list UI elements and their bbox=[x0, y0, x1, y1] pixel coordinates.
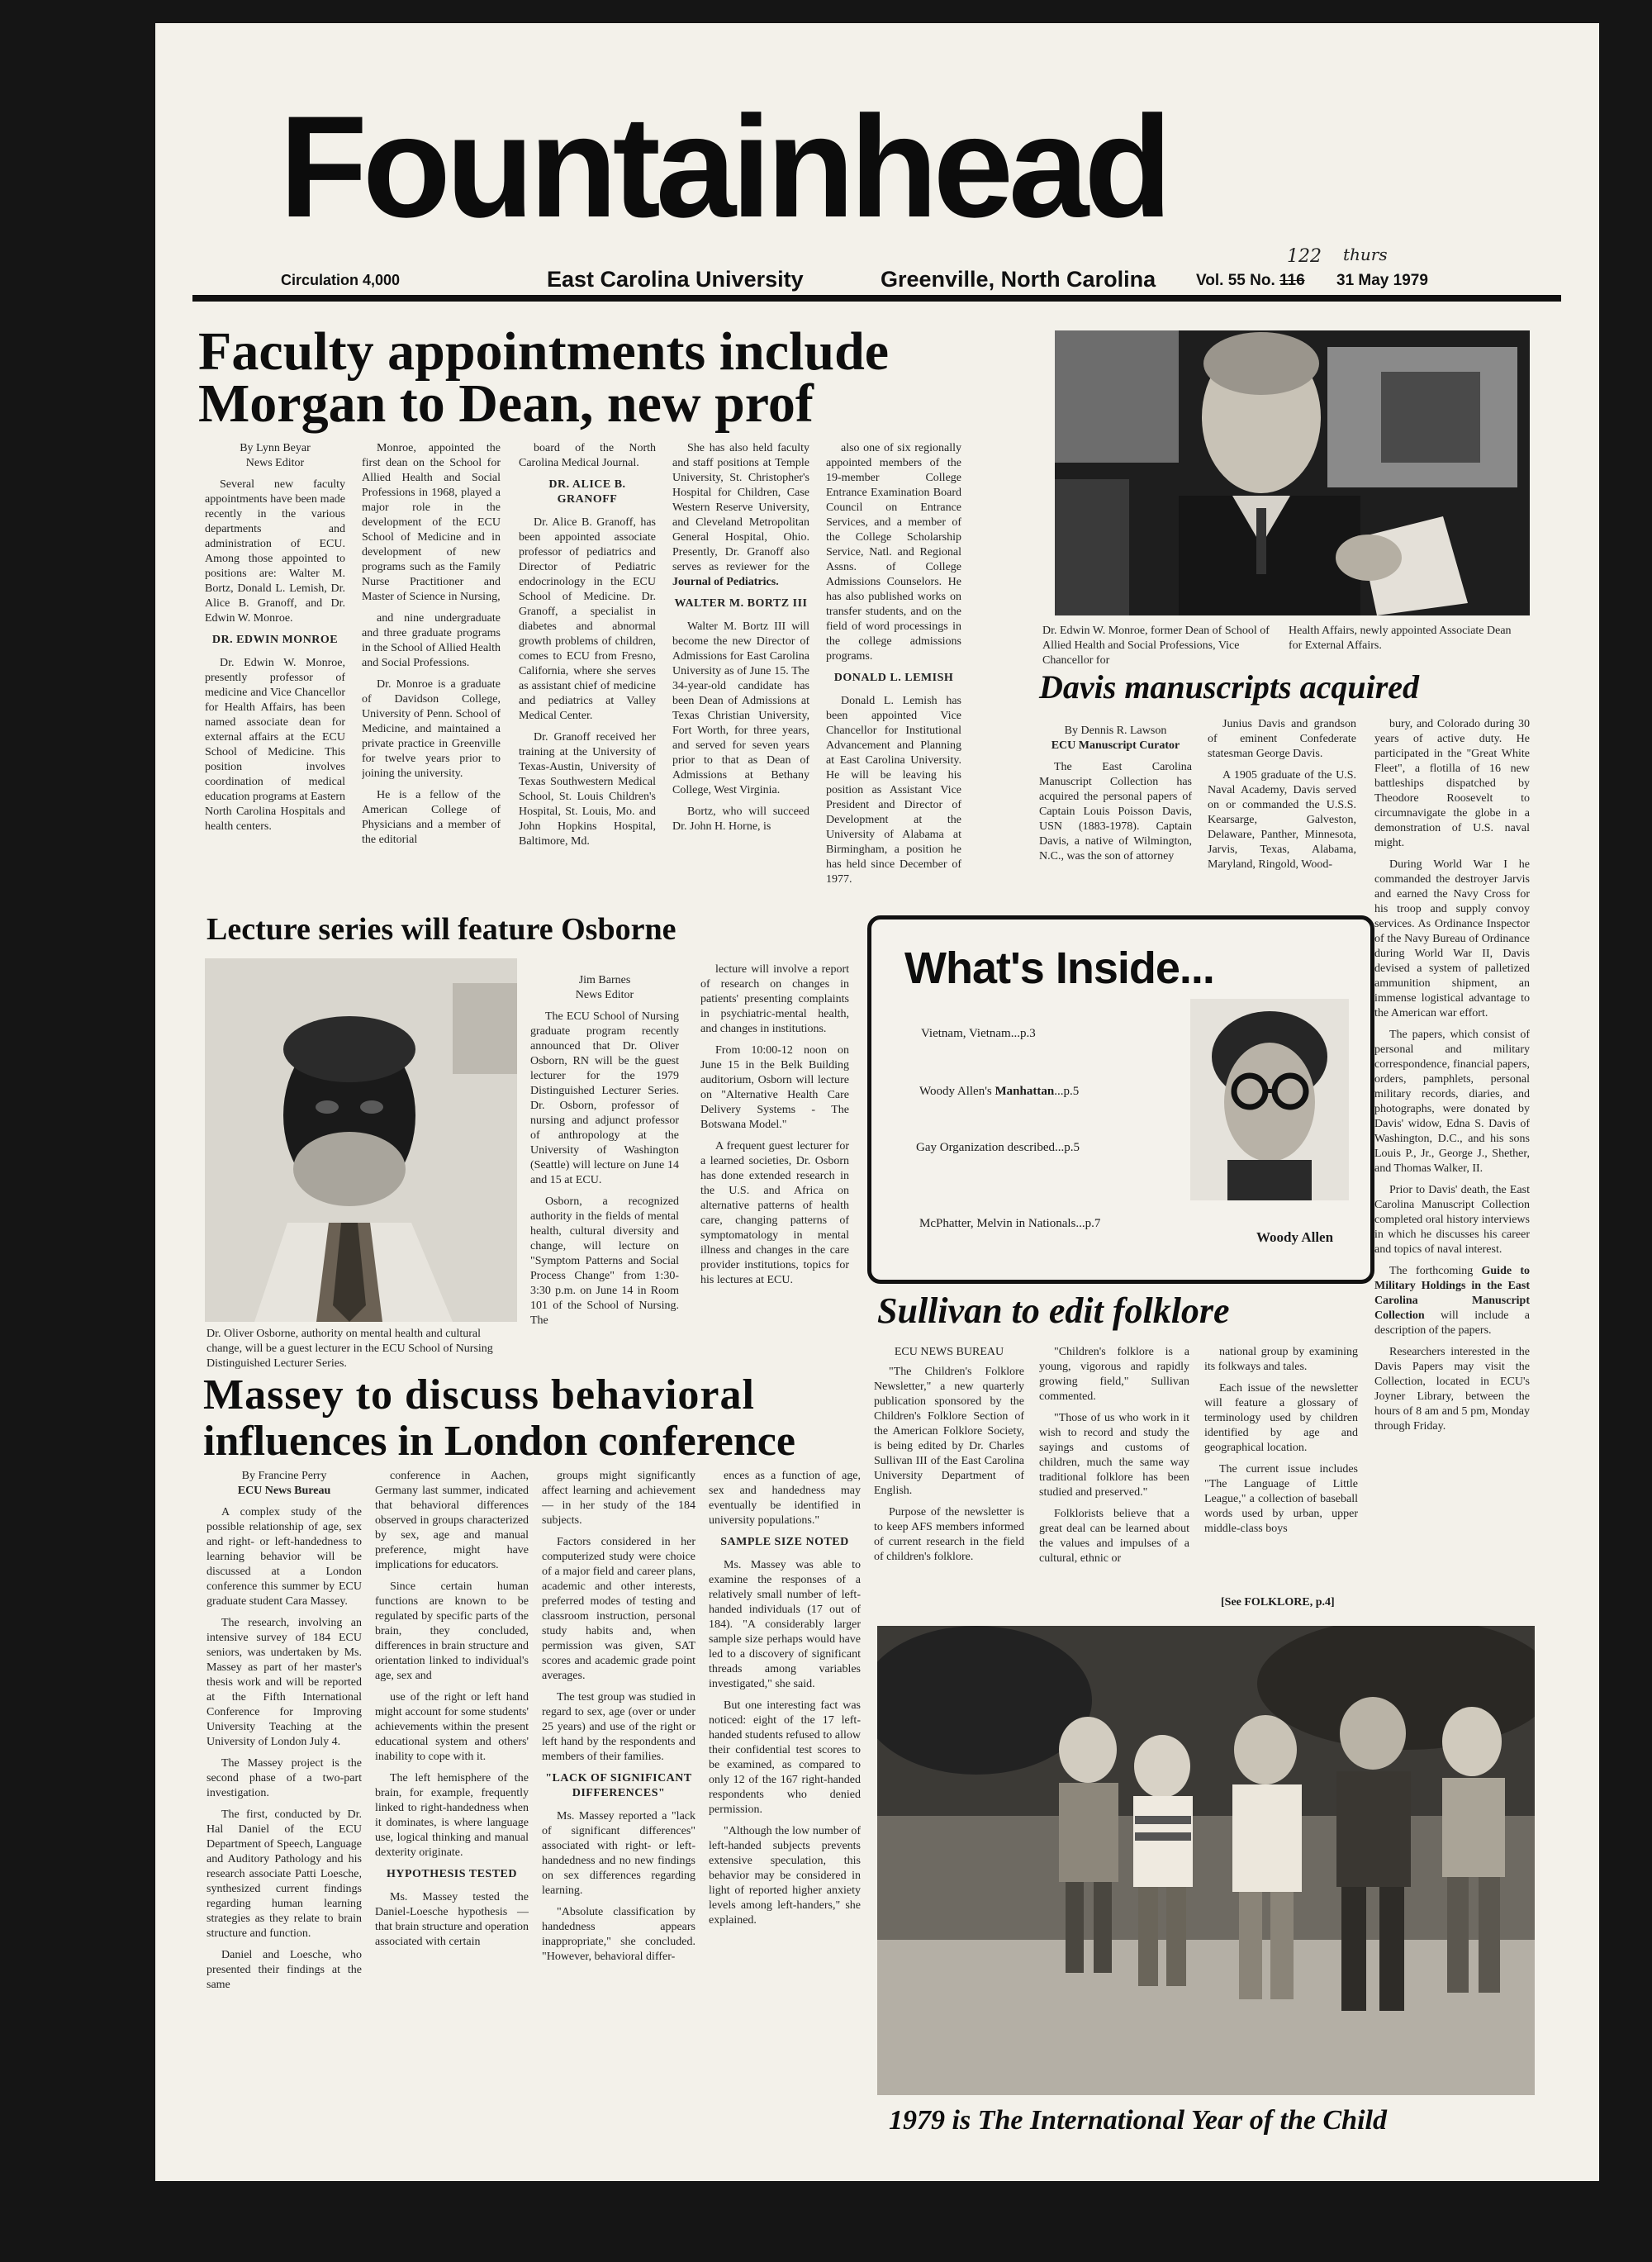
massey-paragraph: The Massey project is the second phase of a two-part investigation. bbox=[206, 1757, 362, 1799]
sullivan-paragraph: "Children's folklore is a young, vigorous and rapidly growing field," Sullivan commented. bbox=[1039, 1346, 1189, 1403]
faculty-paragraph: Bortz, who will succeed Dr. John H. Horne, is bbox=[672, 805, 809, 833]
sullivan-paragraph: national group by examining its folkways and tales. bbox=[1204, 1346, 1358, 1373]
massey-column-1 bbox=[206, 1469, 362, 2095]
sullivan-column-2 bbox=[1039, 1345, 1189, 1616]
massey-byline-title: ECU News Bureau bbox=[237, 1485, 331, 1497]
osborne-photo bbox=[205, 958, 517, 1322]
davis-text: will include a description of the papers. bbox=[1374, 1309, 1530, 1337]
inside-item-text: Woody Allen's bbox=[919, 1085, 992, 1098]
sullivan-paragraph: "The Children's Folklore Newsletter," a new quarterly publication sponsored by the Children's Folklore Section of the American Folklore Society, is being edited by Dr. Charles Sullivan III of the East Carolina University Department of English. bbox=[874, 1366, 1024, 1497]
davis-text: The forthcoming bbox=[1389, 1265, 1474, 1277]
masthead-title: Fountainhead bbox=[279, 87, 1168, 248]
whats-inside-box bbox=[867, 915, 1374, 1284]
university-name: East Carolina University bbox=[547, 267, 804, 292]
massey-paragraph: Ms. Massey reported a "lack of significant differences" associated with right- or left-handedness and no new findings on sex differences regarding learning. bbox=[542, 1810, 695, 1897]
davis-paragraph: Junius Davis and grandson of eminent Confederate statesman George Davis. bbox=[1208, 718, 1356, 760]
sullivan-paragraph: "Those of us who work in it wish to record and study the sayings and customs of children, much the same way traditional folklore has been studied and preserved." bbox=[1039, 1412, 1189, 1499]
inside-item-manhattan[interactable] bbox=[919, 1085, 1079, 1099]
lecture-headline: Lecture series will feature Osborne bbox=[206, 912, 676, 947]
davis-paragraph: The East Carolina Manuscript Collection has acquired the personal papers of Captain Louis Poisson Davis, USN (1883-1978). Captain Davis, a native of Wilmington, N.C., was the son of attorney bbox=[1039, 761, 1192, 863]
inside-item-vietnam[interactable]: Vietnam, Vietnam...p.3 bbox=[921, 1027, 1036, 1040]
faculty-byline: By Lynn Beyar bbox=[240, 442, 311, 454]
sullivan-byline: ECU NEWS BUREAU bbox=[894, 1346, 1004, 1358]
davis-paragraph: Prior to Davis' death, the East Carolina Manuscript Collection completed oral history interviews in which he discusses his career and topics of naval interest. bbox=[1374, 1184, 1530, 1256]
sullivan-column-1 bbox=[874, 1345, 1024, 1616]
inside-item-gay-organization[interactable]: Gay Organization described...p.5 bbox=[916, 1141, 1080, 1154]
faculty-paragraph: Dr. Monroe is a graduate of Davidson College, University of Penn. School of Medicine, and maintained a private practice in Greenville for twelve years prior to joining the university. bbox=[362, 678, 501, 780]
faculty-headline-2: Morgan to Dean, new prof bbox=[198, 373, 814, 434]
inside-item-mcphatter[interactable]: McPhatter, Melvin in Nationals...p.7 bbox=[919, 1217, 1101, 1230]
guide-title: Guide to Military Holdings in the East Carolina Manuscript Collection bbox=[1374, 1265, 1530, 1322]
subhead-bortz: WALTER M. BORTZ III bbox=[674, 597, 808, 610]
faculty-paragraph: Dr. Granoff received her training at the University of Texas-Austin, University of Texas Southwestern Medical School, St. Louis Children's Hospital, St. Louis, Mo. and John Hopkins Hospital, Baltimore, Md. bbox=[519, 731, 656, 848]
massey-paragraph: Ms. Massey was able to examine the responses of a relatively small number of left-handed individuals (17 out of 184). "A considerably larger sample size perhaps would have led to a discovery of significant threads among variables investigated," she said. bbox=[709, 1559, 861, 1690]
subhead-lemish: DONALD L. LEMISH bbox=[833, 672, 954, 684]
massey-paragraph: conference in Aachen, Germany last summer, indicated that behavioral differences observed in groups characterized by sex, age and manual preference, might have implications for educators. bbox=[375, 1470, 529, 1571]
davis-paragraph: bury, and Colorado during 30 years of active duty. He participated in the "Great White Fleet", a flotilla of 16 new battleships dispatched by Theodore Roosevelt to circumnavigate the globe in a demonstration of U.S. naval might. bbox=[1374, 718, 1530, 849]
sullivan-paragraph: Folklorists believe that a great deal can be learned about the values and impulses of a cultural, ethnic or bbox=[1039, 1508, 1189, 1565]
faculty-column-5 bbox=[826, 441, 961, 904]
lecture-paragraph: From 10:00-12 noon on June 15 in the Belk Building auditorium, Osborn will lecture on "Alternative Health Care Delivery Systems - The Botswana Model." bbox=[700, 1044, 849, 1131]
faculty-paragraph: board of the North Carolina Medical Journal. bbox=[519, 442, 656, 469]
inside-item-bold: Manhattan bbox=[995, 1085, 1055, 1098]
subhead-hypothesis: HYPOTHESIS TESTED bbox=[386, 1868, 518, 1880]
faculty-paragraph-text: She has also held faculty and staff positions at Temple University, St. Christopher's Hospital for Children, Case Western Reserve University, and Cleveland Metropolitan General Hospital, Ohio. Presently, Dr. Granoff also serves as reviewer for the bbox=[672, 442, 809, 573]
davis-paragraph: During World War I he commanded the destroyer Jarvis and earned the Navy Cross for his troop and supply convoy services. As Ordinance Inspector of the Navy Bureau of Ordinance during World War II, Davis devised a system of palletized ammunition shipment, an immense logistical advantage to the American war effort. bbox=[1374, 858, 1530, 1019]
monroe-photo-image bbox=[1055, 330, 1530, 615]
sullivan-headline: Sullivan to edit folklore bbox=[877, 1290, 1230, 1331]
faculty-paragraph: He is a fellow of the American College of Physicians and a member of the editorial bbox=[362, 789, 501, 846]
lecture-paragraph: The ECU School of Nursing graduate program recently announced that Dr. Oliver Osborn, RN will be the guest lecturer for the 1979 Distinguished Lecturer Series. Dr. Osborn, professor of nursing and adjunct professor of anthropology at the University of Washington (Seattle) will lecture on June 14 and 15 at ECU. bbox=[530, 1010, 679, 1186]
lecture-byline: Jim Barnes bbox=[578, 974, 631, 986]
subhead-granoff: DR. ALICE B. GRANOFF bbox=[548, 478, 626, 506]
davis-byline: By Dennis R. Lawson bbox=[1064, 725, 1167, 737]
woody-allen-photo bbox=[1190, 999, 1349, 1200]
davis-paragraph: Researchers interested in the Davis Papers may visit the Collection, located in ECU's Joyner Library, between the hours of 8 am and 5 pm, Monday through Friday. bbox=[1374, 1346, 1530, 1433]
faculty-paragraph: also one of six regionally appointed members of the 19-member College Entrance Examination Board Council on Entrance Services, and a member of the College Scholarship Service, Natl. and Regional Assns. of College Admissions Counselors. He has also published works on transfer students, and on the field of word processings in the college admissions programs. bbox=[826, 442, 961, 663]
massey-paragraph: The left hemisphere of the brain, for example, frequently linked to right-handedness when it dominates, is where language use, logical thinking and manual dexterity originate. bbox=[375, 1772, 529, 1859]
sullivan-column-3 bbox=[1204, 1345, 1358, 1593]
massey-paragraph: The research, involving an intensive survey of 184 ECU seniors, was undertaken by Ms. Massey as part of her master's thesis work and will be reported at the Fifth International Conference for Improving University Teaching at the University of London July 4. bbox=[206, 1617, 362, 1748]
subhead-monroe: DR. EDWIN MONROE bbox=[211, 634, 339, 646]
massey-column-3 bbox=[542, 1469, 695, 2095]
massey-headline-1: Massey to discuss behavioral bbox=[203, 1371, 755, 1419]
lecture-column-1 bbox=[530, 973, 679, 1368]
massey-headline-2: influences in London conference bbox=[203, 1418, 795, 1465]
circulation: Circulation 4,000 bbox=[281, 272, 401, 288]
davis-paragraph: A 1905 graduate of the U.S. Naval Academy, Davis served on or commanded the U.S.S. Kearsarge, Galveston, Delaware, Panther, Minnesota, Jarvis, Texas, Alabama, Maryland, Ringold, Wood- bbox=[1208, 769, 1356, 871]
issue-crossed: 116 bbox=[1279, 272, 1305, 289]
massey-paragraph: "Although the low number of left-handed subjects prevents extensive speculation, this behavior may be considered in light of reported higher anxiety levels among left-handers," she explained. bbox=[709, 1825, 861, 1927]
lecture-byline-title: News Editor bbox=[575, 989, 634, 1001]
children-photo-caption: 1979 is The International Year of the Child bbox=[889, 2105, 1387, 2136]
monroe-caption-2: Health Affairs, newly appointed Associate Dean for External Affairs. bbox=[1289, 625, 1512, 652]
davis-paragraph: The papers, which consist of personal and military correspondence, financial papers, orders, pamphlets, personal military records, diaries, and photographs, were donated by Davis' widow, Edna S. Davis of Washington, D.C., and his sons Louis P., Jr., George J., Shether, and Thomas Walker, II. bbox=[1374, 1029, 1530, 1175]
faculty-column-4 bbox=[672, 441, 809, 904]
masthead-rule bbox=[192, 295, 1561, 302]
osborne-photo-image bbox=[205, 958, 517, 1322]
monroe-caption-1: Dr. Edwin W. Monroe, former Dean of School of Allied Health and Social Professions, Vice Chancellor for bbox=[1042, 625, 1270, 667]
sullivan-paragraph: Purpose of the newsletter is to keep AFS members informed of current research in the field of children's folklore. bbox=[874, 1506, 1024, 1563]
massey-paragraph: The first, conducted by Dr. Hal Daniel of the ECU Department of Speech, Language and Auditory Pathology and his research associate Patti Loesche, synthesized current findings regarding human learning strategies as they relate to brain structure and function. bbox=[206, 1808, 362, 1940]
massey-paragraph: The test group was studied in regard to sex, age (over or under 25 years) and use of the right or left hand by the respondents and members of their families. bbox=[542, 1691, 695, 1763]
woody-allen-caption: Woody Allen bbox=[1256, 1229, 1334, 1245]
handwritten-issue: 122 bbox=[1287, 246, 1322, 267]
faculty-paragraph: Walter M. Bortz III will become the new Director of Admissions for East Carolina University as of June 15. The 34-year-old candidate has been Dean of Admissions at Texas Christian University, Fort Worth, for three years, and served for seven years prior to that as Dean of Admissions at Bethany College, West Virginia. bbox=[672, 620, 809, 796]
faculty-column-2 bbox=[362, 441, 501, 904]
faculty-column-1 bbox=[205, 441, 345, 904]
lecture-paragraph: A frequent guest lecturer for a learned societies, Dr. Osborn has done extended research in the U.S. and Africa on alternative patterns of health care, changing patterns of symptomatology in mental illness and changes in the care provider institutions, topics for his lectures at ECU. bbox=[700, 1140, 849, 1286]
davis-byline-title: ECU Manuscript Curator bbox=[1051, 739, 1180, 752]
issue-date: 31 May 1979 bbox=[1336, 272, 1428, 289]
journal-name: Journal of Pediatrics. bbox=[672, 576, 779, 588]
davis-column-1 bbox=[1039, 724, 1192, 905]
whats-inside-title: What's Inside... bbox=[904, 943, 1214, 993]
massey-byline: By Francine Perry bbox=[241, 1470, 327, 1482]
subhead-sample-size: SAMPLE SIZE NOTED bbox=[720, 1536, 849, 1548]
faculty-paragraph bbox=[672, 441, 809, 590]
woody-allen-photo-image bbox=[1190, 999, 1349, 1200]
inside-item-page: ...p.5 bbox=[1054, 1085, 1080, 1098]
lecture-column-2 bbox=[700, 962, 849, 1367]
faculty-paragraph: Donald L. Lemish has been appointed Vice Chancellor for Institutional Advancement and Planning at East Carolina University. He will be leaving his position as Assistant Vice President and Director of Development at the University of Alabama at Birmingham, a position he has held since December of 1977. bbox=[826, 695, 961, 886]
faculty-headline-1: Faculty appointments include bbox=[198, 321, 890, 382]
faculty-paragraph: Dr. Alice B. Granoff, has been appointed associate professor of pediatrics and Director of Pediatric endocrinology in the ECU School of Medicine. Dr. Granoff, a specialist in diabetes and abnormal growth problems of children, comes to ECU from Fresno, California, where she serves as assistant chief of medicine and pediatrics at Valley Medical Center. bbox=[519, 516, 656, 722]
faculty-paragraph: Several new faculty appointments have been made recently in the various departments and administration of ECU. Among those appointed to positions are: Walter M. Bortz, Donald L. Lemish, Dr. Alice B. Granoff, and Dr. Edwin W. Monroe. bbox=[205, 478, 345, 625]
faculty-column-3 bbox=[519, 441, 656, 904]
lecture-paragraph: lecture will involve a report of research on changes in patients' presenting complaints in psychiatric-mental health, and changes in institutions. bbox=[700, 963, 849, 1035]
massey-paragraph: Since certain human functions are known to be regulated by specific parts of the brain, they concluded, differences in brain structure and orientation linked to individual's age, sex and bbox=[375, 1580, 529, 1682]
faculty-paragraph: Monroe, appointed the first dean on the School for Allied Health and Social Professions in 1968, played a major role in the development of the ECU School of Medicine and in development of new programs such as the Family Nurse Practitioner and Master of Science in Nursing, bbox=[362, 442, 501, 603]
massey-paragraph: ences as a function of age, sex and handedness may eventually be identified in university populations." bbox=[709, 1470, 861, 1527]
lecture-paragraph: Osborn, a recognized authority in the fields of mental health, cultural diversity and change, will lecture on "Symptom Patterns and Social Process Change" from 1:30-3:30 p.m. on June 14 in Room 101 of the School of Nursing. The bbox=[530, 1195, 679, 1327]
massey-column-4 bbox=[709, 1469, 861, 2095]
massey-paragraph: Ms. Massey tested the Daniel-Loesche hypothesis — that brain structure and operation associated with certain bbox=[375, 1891, 529, 1948]
handwritten-day: thurs bbox=[1343, 245, 1388, 264]
massey-paragraph: use of the right or left hand might account for some students' achievements within the present educational system and others' inability to cope with it. bbox=[375, 1691, 529, 1763]
davis-paragraph bbox=[1374, 1264, 1530, 1338]
faculty-paragraph: Dr. Edwin W. Monroe, presently professor of medicine and Vice Chancellor for Health Affairs, has been named associate dean for external affairs at the ECU School of Medicine. This position involves coordination of medical education programs at Eastern North Carolina Hospitals and health centers. bbox=[205, 657, 345, 833]
massey-paragraph: A complex study of the possible relationship of age, sex and right- or left-handedness to learning behavior will be discussed at a London conference this summer by ECU graduate student Cara Massey. bbox=[206, 1506, 362, 1608]
sullivan-paragraph: The current issue includes "The Language of Little League," a collection of baseball words used by urban, upper middle-class boys bbox=[1204, 1463, 1358, 1535]
massey-paragraph: But one interesting fact was noticed: eight of the 17 left-handed students refused to allow their confidential test scores to be examined, as compared to only 12 of the 167 right-handed respondents who denied permission. bbox=[709, 1699, 861, 1816]
issue-number bbox=[1196, 273, 1305, 288]
faculty-byline-title: News Editor bbox=[245, 457, 305, 469]
folklore-jump-link[interactable]: [See FOLKLORE, p.4] bbox=[1221, 1596, 1335, 1609]
davis-column-2 bbox=[1208, 717, 1356, 907]
volume-label: Vol. 55 No. bbox=[1196, 272, 1275, 289]
massey-paragraph: groups might significantly affect learning and achievement — in her study of the 184 subjects. bbox=[542, 1470, 695, 1527]
massey-paragraph: Daniel and Loesche, who presented their findings at the same bbox=[206, 1949, 362, 1991]
faculty-paragraph: and nine undergraduate and three graduate programs in the School of Allied Health and Social Professions. bbox=[362, 612, 501, 669]
sullivan-paragraph: Each issue of the newsletter will feature a glossary of terminology used by children identified by age and geographical location. bbox=[1204, 1382, 1358, 1454]
massey-column-2 bbox=[375, 1469, 529, 2095]
osborne-caption: Dr. Oliver Osborne, authority on mental health and cultural change, will be a guest lecturer in the ECU School of Nursing Distinguished Lecturer Series. bbox=[206, 1328, 493, 1370]
city-name: Greenville, North Carolina bbox=[881, 267, 1156, 292]
monroe-photo bbox=[1055, 330, 1530, 615]
massey-paragraph: Factors considered in her computerized study were choice of a major field and career plans, academic and other interests, preferred modes of testing and classroom instruction, personal study habits and, when permission was given, SAT scores and academic grade point averages. bbox=[542, 1536, 695, 1682]
massey-paragraph: "Absolute classification by handedness appears inappropriate," she concluded. "However, behavioral differ- bbox=[542, 1906, 695, 1963]
children-photo-image bbox=[877, 1626, 1535, 2095]
subhead-lack-of-differences: "LACK OF SIGNIFICANT DIFFERENCES" bbox=[545, 1772, 692, 1799]
children-photo bbox=[877, 1626, 1535, 2095]
davis-column-3 bbox=[1374, 717, 1530, 1552]
davis-headline: Davis manuscripts acquired bbox=[1039, 668, 1420, 706]
